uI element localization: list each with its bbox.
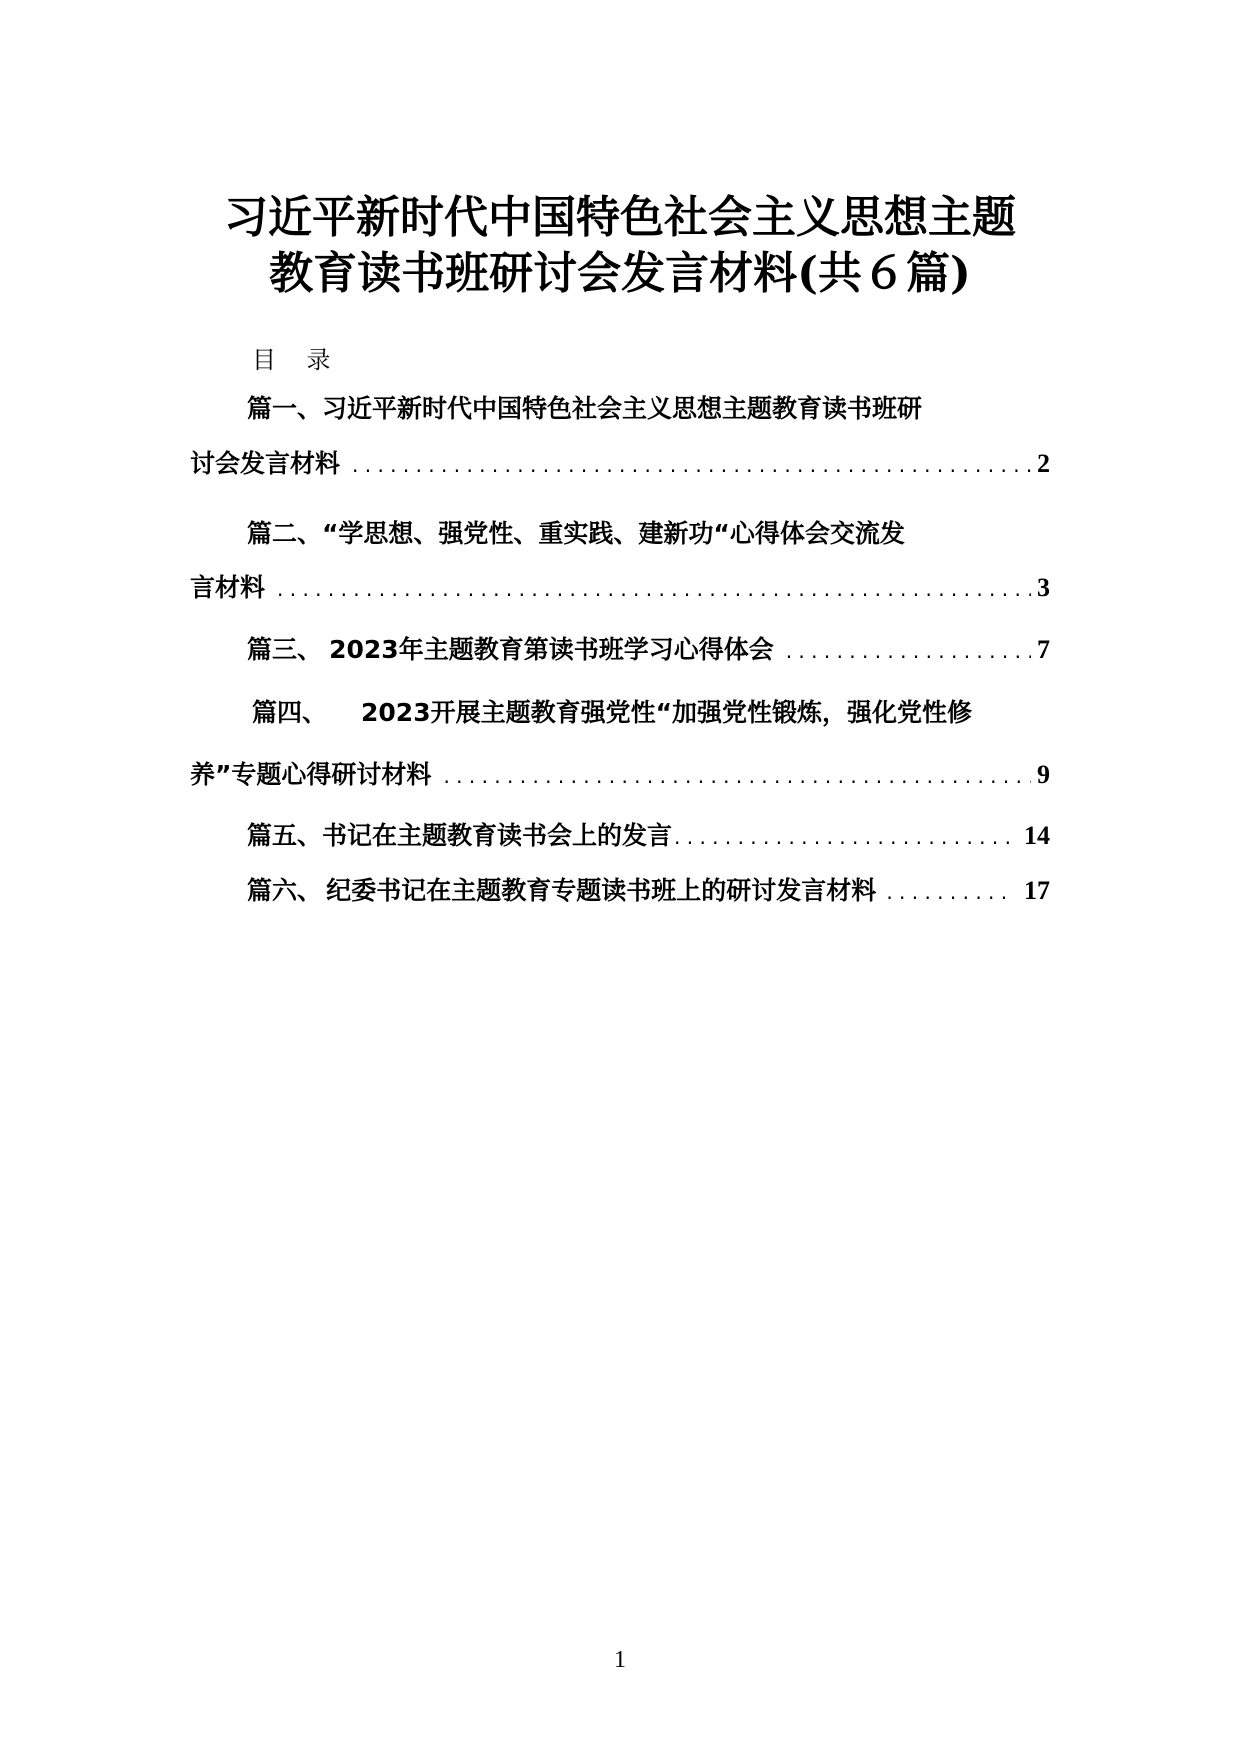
toc-entry-6-prefix: 篇六、 bbox=[247, 876, 323, 905]
toc-entry-1-title-part-1: 篇一、习近平新时代中国特色社会主义思想主题教育读书班研 bbox=[247, 394, 923, 423]
toc-entry-3-page: 7 bbox=[1037, 635, 1050, 664]
toc-heading: 目 录 bbox=[252, 346, 331, 374]
toc-entry-3[interactable] bbox=[247, 630, 1050, 670]
document-title-line-1: 习近平新时代中国特色社会主义思想主题 bbox=[224, 192, 1016, 243]
toc-entry-2-page: 3 bbox=[1037, 573, 1050, 602]
dot-leader bbox=[786, 631, 1031, 671]
toc-entry-6-page: 17 bbox=[1024, 876, 1050, 905]
toc-entry-6-title: 纪委书记在主题教育专题读书班上的研讨发言材料 bbox=[326, 876, 877, 905]
toc-entry-1-line-1[interactable] bbox=[247, 389, 1050, 429]
dot-leader bbox=[443, 756, 1031, 796]
dot-leader bbox=[886, 872, 1006, 912]
dot-leader bbox=[277, 569, 1031, 609]
toc-entry-4-line-1[interactable] bbox=[252, 693, 1050, 733]
toc-entry-3-prefix: 篇三、 bbox=[247, 635, 323, 664]
toc-entry-1-title-part-2: 讨会发言材料 bbox=[190, 449, 341, 478]
toc-entry-4-prefix: 篇四、 bbox=[252, 698, 328, 727]
toc-entry-2-title-part-1: 篇二、“学思想、强党性、重实践、建新功“心得体会交流发 bbox=[247, 519, 905, 548]
dot-leader bbox=[674, 817, 1018, 857]
toc-entry-5-page: 14 bbox=[1024, 821, 1050, 850]
toc-entry-5-title: 篇五、书记在主题教育读书会上的发言 bbox=[247, 821, 673, 850]
toc-entry-1-page: 2 bbox=[1037, 449, 1050, 478]
dot-leader bbox=[352, 445, 1031, 485]
toc-entry-6[interactable] bbox=[247, 871, 1050, 911]
toc-entry-3-title: 2023年主题教育第读书班学习心得体会 bbox=[329, 635, 774, 664]
document-title-line-2: 教育读书班研讨会发言材料(共６篇) bbox=[269, 248, 971, 299]
page-number: 1 bbox=[614, 1647, 626, 1673]
toc-entry-4-title-part-1: 2023开展主题教育强党性“加强党性锻炼，强化党性修 bbox=[361, 698, 973, 727]
toc-entry-2-title-part-2: 言材料 bbox=[190, 573, 266, 602]
toc-entry-4-page: 9 bbox=[1037, 760, 1050, 789]
toc-entry-5[interactable] bbox=[247, 816, 1050, 856]
toc-entry-4-line-2[interactable] bbox=[190, 755, 1050, 795]
toc-entry-2-line-1[interactable] bbox=[247, 514, 1050, 554]
toc-entry-4-title-part-2: 养”专题心得研讨材料 bbox=[190, 760, 432, 789]
toc-entry-1-line-2[interactable] bbox=[190, 444, 1050, 484]
toc-entry-2-line-2[interactable] bbox=[190, 568, 1050, 608]
